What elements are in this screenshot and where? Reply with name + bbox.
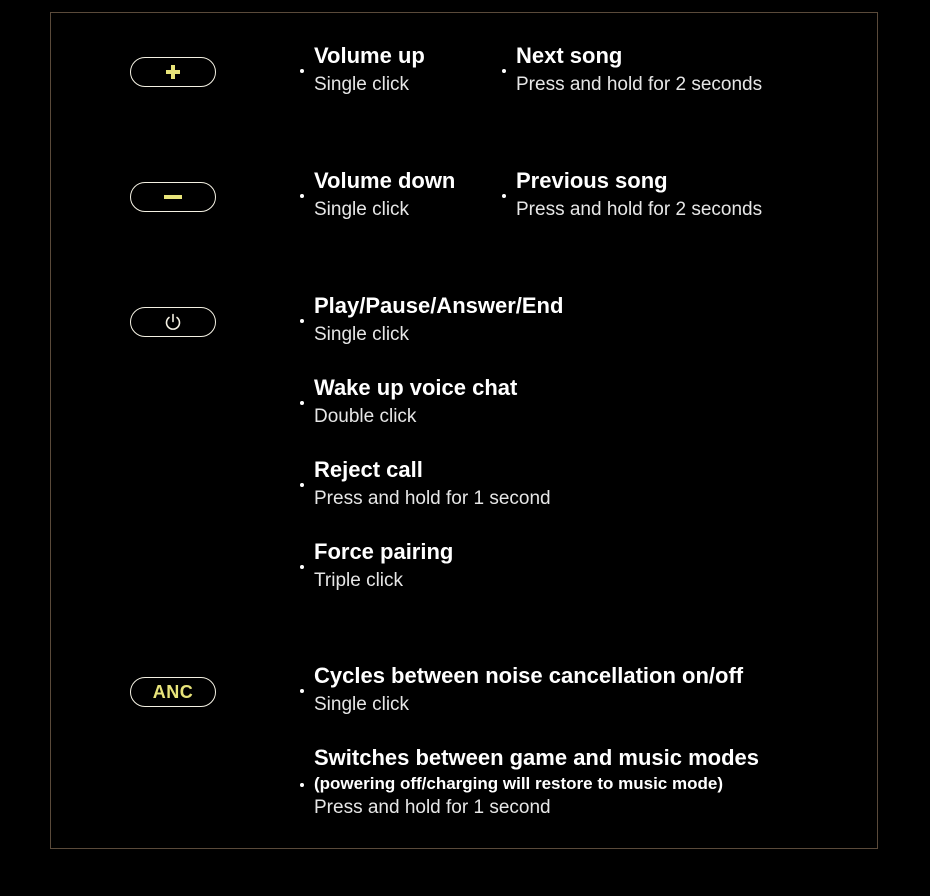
wake-voice-item — [314, 375, 517, 429]
volume-up-desc: Single click — [314, 74, 410, 95]
game-mode-item — [314, 745, 759, 820]
wake-voice-desc: Double click — [314, 406, 417, 427]
power-button — [130, 307, 216, 337]
anc-button — [130, 677, 216, 707]
volume-down-item — [314, 168, 455, 222]
previous-song-item — [516, 168, 762, 222]
bullet — [300, 69, 304, 73]
plus-icon — [164, 63, 182, 81]
volume-up-title: Volume up — [314, 43, 425, 68]
previous-song-desc: Press and hold for 2 seconds — [516, 199, 763, 220]
anc-cycle-desc: Single click — [314, 694, 410, 715]
force-pairing-desc: Triple click — [314, 570, 404, 591]
play-pause-title: Play/Pause/Answer/End — [314, 293, 564, 318]
power-icon — [163, 312, 183, 332]
bullet — [300, 319, 304, 323]
bullet — [300, 565, 304, 569]
anc-cycle-item — [314, 663, 743, 717]
bullet — [300, 194, 304, 198]
bullet — [300, 483, 304, 487]
next-song-title: Next song — [516, 43, 623, 68]
bullet — [300, 689, 304, 693]
bullet — [300, 401, 304, 405]
content-frame — [50, 12, 878, 849]
reject-call-title: Reject call — [314, 457, 423, 482]
previous-song-title: Previous song — [516, 168, 668, 193]
force-pairing-title: Force pairing — [314, 539, 454, 564]
game-mode-title: Switches between game and music modes — [314, 745, 760, 770]
play-pause-item — [314, 293, 563, 347]
bullet — [300, 783, 304, 787]
reject-call-desc: Press and hold for 1 second — [314, 488, 551, 509]
reject-call-item — [314, 457, 551, 511]
anc-cycle-title: Cycles between noise cancellation on/off — [314, 663, 744, 688]
minus-icon — [163, 188, 183, 206]
volume-minus-button — [130, 182, 216, 212]
volume-up-item — [314, 43, 425, 97]
play-pause-desc: Single click — [314, 324, 410, 345]
volume-down-title: Volume down — [314, 168, 456, 193]
game-mode-note: (powering off/charging will restore to music mode) — [314, 774, 723, 793]
next-song-item — [516, 43, 762, 97]
bullet — [502, 194, 506, 198]
game-mode-desc: Press and hold for 1 second — [314, 797, 551, 818]
wake-voice-title: Wake up voice chat — [314, 375, 518, 400]
next-song-desc: Press and hold for 2 seconds — [516, 74, 763, 95]
force-pairing-item — [314, 539, 453, 593]
volume-down-desc: Single click — [314, 199, 410, 220]
anc-button-label: ANC — [152, 681, 194, 702]
bullet — [502, 69, 506, 73]
volume-plus-button — [130, 57, 216, 87]
